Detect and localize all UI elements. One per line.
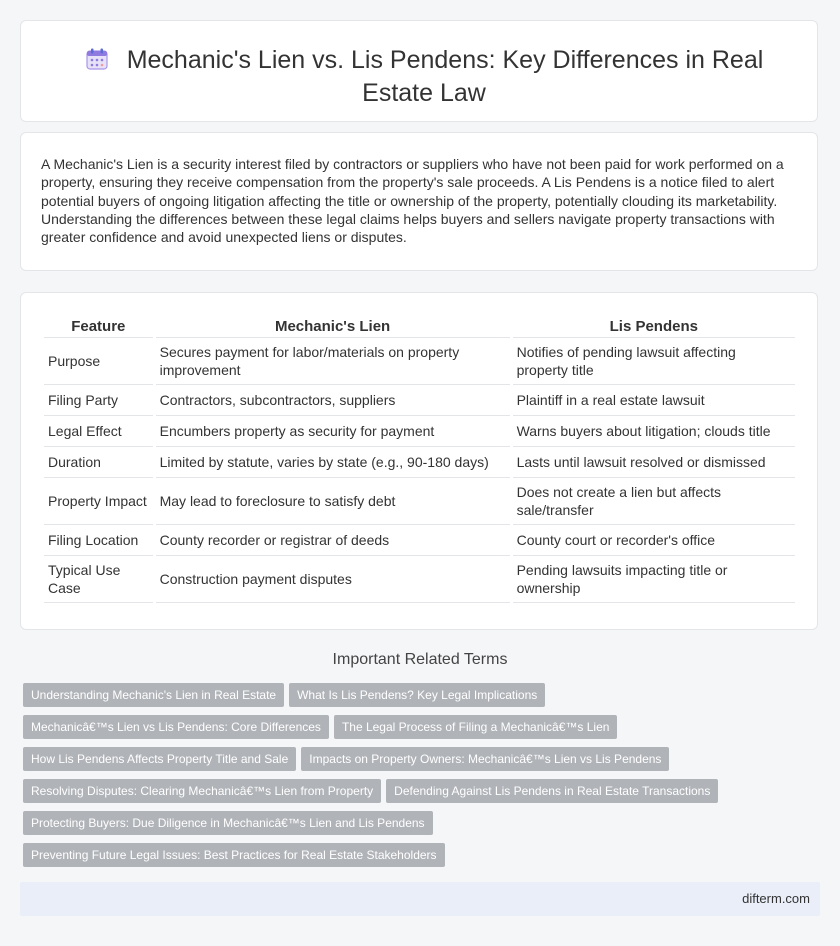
feature-cell: Duration — [44, 447, 153, 478]
lis-pendens-cell: County court or recorder's office — [513, 525, 795, 556]
feature-cell: Filing Location — [44, 525, 153, 556]
mechanics-lien-cell: Contractors, subcontractors, suppliers — [156, 385, 510, 416]
mechanics-lien-cell: County recorder or registrar of deeds — [156, 525, 510, 556]
mechanics-lien-cell: Secures payment for labor/materials on property improvement — [156, 338, 510, 385]
lis-pendens-cell: Pending lawsuits impacting title or ownership — [513, 556, 795, 603]
comparison-table — [41, 315, 798, 603]
footer — [20, 882, 820, 916]
intro-card — [20, 132, 818, 271]
related-term-link[interactable]: The Legal Process of Filing a Mechanicâ€™s Lien — [334, 715, 617, 739]
lis-pendens-cell: Lasts until lawsuit resolved or dismissed — [513, 447, 795, 478]
feature-cell: Purpose — [44, 338, 153, 385]
comparison-card — [20, 292, 818, 630]
feature-cell: Legal Effect — [44, 416, 153, 447]
related-term-link[interactable]: How Lis Pendens Affects Property Title and Sale — [23, 747, 296, 771]
page-title: Mechanic's Lien vs. Lis Pendens: Key Differences in Real Estate Law — [126, 46, 764, 107]
header-lis-pendens: Lis Pendens — [513, 315, 795, 338]
feature-cell: Filing Party — [44, 385, 153, 416]
header-feature: Feature — [44, 315, 153, 338]
related-term-link[interactable]: Defending Against Lis Pendens in Real Estate Transactions — [386, 779, 718, 803]
related-term-link[interactable]: Preventing Future Legal Issues: Best Practices for Real Estate Stakeholders — [23, 843, 445, 867]
related-terms-title: Important Related Terms — [332, 651, 508, 668]
table-row — [44, 447, 795, 478]
intro-text: A Mechanic's Lien is a security interest filed by contractors or suppliers who have not been paid for work performed on a property, ensuring they receive compensation from the property's sale proceeds. A Lis Pendens is a notice filed to alert potential buyers of ongoing litigation affecting the title or ownership of the property, potentially clouding its marketability. Understanding the differences between these legal claims helps buyers and sellers navigate property transactions with greater confidence and avoid unexpected liens or disputes. — [41, 156, 784, 246]
related-term-link[interactable]: Understanding Mechanic's Lien in Real Estate — [23, 683, 284, 707]
table-row — [44, 385, 795, 416]
header-mechanics-lien: Mechanic's Lien — [156, 315, 510, 338]
related-terms-list — [23, 683, 823, 875]
feature-cell: Typical Use Case — [44, 556, 153, 603]
lis-pendens-cell: Plaintiff in a real estate lawsuit — [513, 385, 795, 416]
table-row — [44, 416, 795, 447]
table-row — [44, 478, 795, 525]
mechanics-lien-cell: Construction payment disputes — [156, 556, 510, 603]
calendar-icon — [85, 47, 109, 78]
related-term-link[interactable]: Resolving Disputes: Clearing Mechanicâ€™s Lien from Property — [23, 779, 381, 803]
table-row — [44, 556, 795, 603]
related-term-link[interactable]: Mechanicâ€™s Lien vs Lis Pendens: Core Differences — [23, 715, 329, 739]
lis-pendens-cell: Does not create a lien but affects sale/transfer — [513, 478, 795, 525]
page-title-wrap — [61, 45, 787, 108]
feature-cell: Property Impact — [44, 478, 153, 525]
mechanics-lien-cell: Limited by statute, varies by state (e.g., 90-180 days) — [156, 447, 510, 478]
table-header-row — [44, 315, 795, 338]
mechanics-lien-cell: Encumbers property as security for payment — [156, 416, 510, 447]
footer-site[interactable]: difterm.com — [742, 891, 810, 906]
table-row — [44, 338, 795, 385]
related-term-link[interactable]: Protecting Buyers: Due Diligence in Mechanicâ€™s Lien and Lis Pendens — [23, 811, 433, 835]
lis-pendens-cell: Notifies of pending lawsuit affecting property title — [513, 338, 795, 385]
table-row — [44, 525, 795, 556]
header-card — [20, 20, 818, 122]
related-term-link[interactable]: What Is Lis Pendens? Key Legal Implications — [289, 683, 545, 707]
mechanics-lien-cell: May lead to foreclosure to satisfy debt — [156, 478, 510, 525]
related-term-link[interactable]: Impacts on Property Owners: Mechanicâ€™s Lien vs Lis Pendens — [301, 747, 669, 771]
lis-pendens-cell: Warns buyers about litigation; clouds title — [513, 416, 795, 447]
